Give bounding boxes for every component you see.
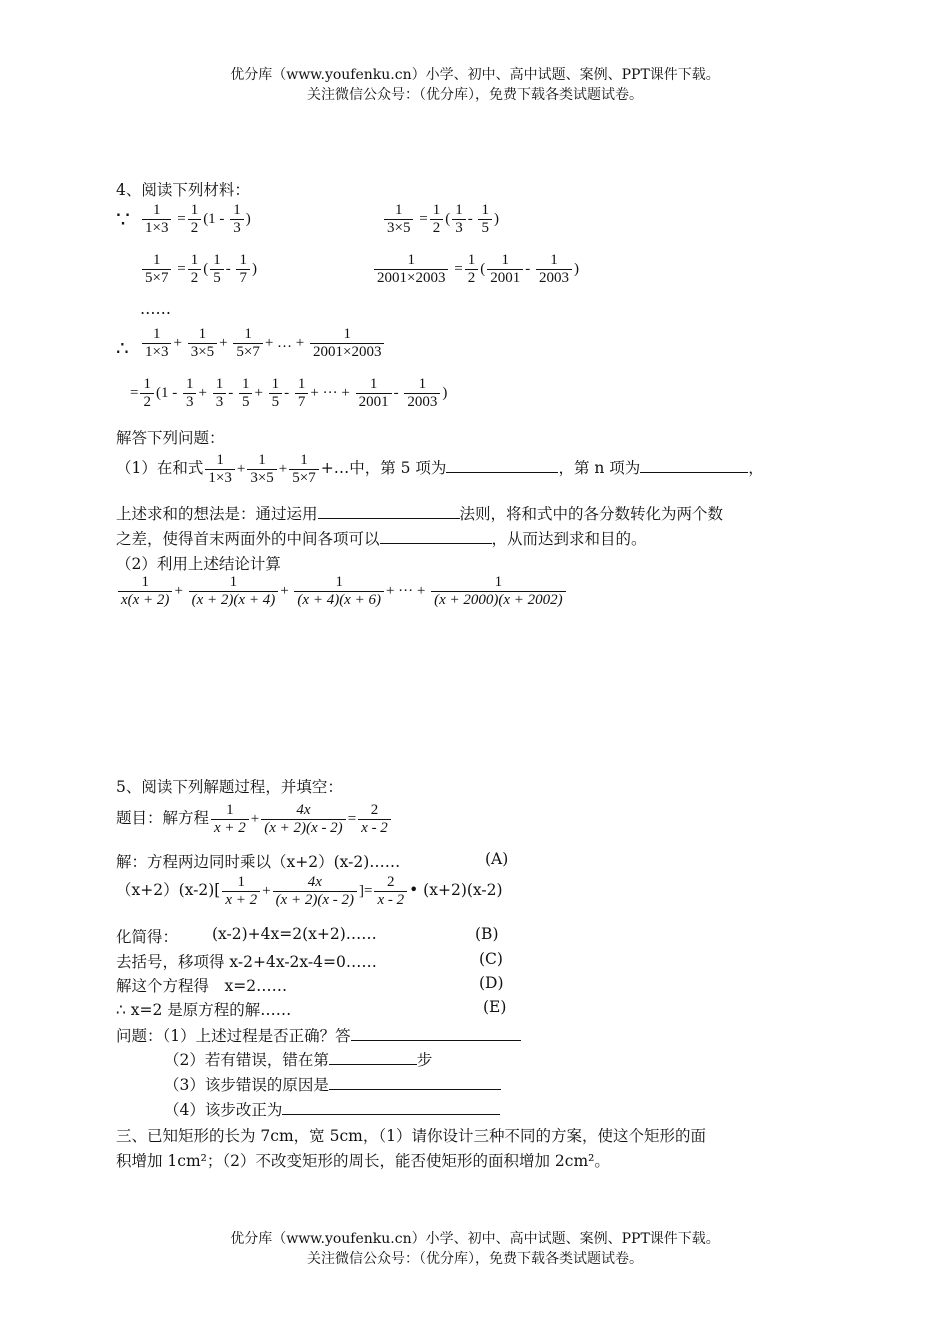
tag-c: (C) [479, 950, 503, 968]
question-1: 问题：（1）上述过程是否正确？答 [116, 1024, 521, 1046]
step-e: ∴ x=2 是原方程的解…… [116, 1001, 292, 1019]
tag-b: (B) [475, 925, 499, 943]
q5-multiplied-equation: （x+2）(x-2)[ $\frac{1}{x + 2}$ + $\frac{4x}{(x + 2)(x - 2)}$ ]= $\frac{2}{x - 2}$ • (x+2)(x-2) [116, 874, 503, 908]
blank-correct[interactable] [351, 1026, 521, 1041]
answer-intro: 解答下列问题： [116, 429, 225, 447]
question-4: （4）该步改正为 [164, 1098, 500, 1120]
blank-rule[interactable] [318, 504, 460, 519]
identity-1: $\frac{1}{1\times 3}$ = $\frac{1}{2}$ (1 - $\frac{1}{3}$ ) [140, 202, 251, 237]
q3-line1: 三、已知矩形的长为 7cm，宽 5cm，（1）请你设计三种不同的方案，使这个矩形的面 [116, 1127, 706, 1145]
tag-a: (A) [485, 850, 509, 868]
page-footer-line2: 关注微信公众号：（优分库），免费下载各类试题试卷。 [307, 1251, 643, 1267]
sum-expression: $\frac{1}{1\times 3}$ + $\frac{1}{3\times 5}$ + $\frac{1}{5\times 7}$ + … + $\frac{1}{2001\times 2003}$ [140, 326, 386, 361]
blank-reason[interactable] [329, 1075, 501, 1090]
page-footer-line1: 优分库（www.youfenku.cn）小学、初中、高中试题、案例、PPT课件下载。 [230, 1231, 720, 1247]
q4-part1-line1: （1）在和式 $\frac{1}{1\times 3}$ + $\frac{1}{3\times 5}$ + $\frac{1}{5\times 7}$ +…中，第 5 项为 ，第 n 项为 ， [116, 452, 764, 486]
q4-part1-line3: 之差，使得首末两面外的中间各项可以 ，从而达到求和目的。 [116, 530, 647, 548]
blank-correction[interactable] [282, 1100, 500, 1115]
q4-part1-line2: 上述求和的想法是：通过运用 法则，将和式中的各分数转化为两个数 [116, 505, 724, 523]
step-b: (x-2)+4x=2(x+2)…… [212, 925, 377, 943]
tag-d: (D) [479, 974, 504, 992]
q3-line2: 积增加 1cm²；（2）不改变矩形的周长，能否使矩形的面积增加 2cm²。 [116, 1152, 610, 1170]
q4-calc-expression: $\frac{1}{x(x + 2)}$ + $\frac{1}{(x + 2)(x + 4)}$ + $\frac{1}{(x + 4)(x + 6)}$ + ··· + $\frac{1}{(x + 2000)(x + 2002)}$ [116, 574, 568, 609]
page-header-line1: 优分库（www.youfenku.cn）小学、初中、高中试题、案例、PPT课件下载。 [230, 67, 720, 83]
q5-title: 5、阅读下列解题过程，并填空： [116, 778, 343, 796]
therefore-symbol: ∴ [116, 336, 129, 360]
step-b-label: 化简得： [116, 928, 179, 946]
blank-nth-term[interactable] [640, 458, 748, 473]
question-3: （3）该步错误的原因是 [164, 1073, 501, 1095]
question-2: （2）若有错误，错在第 步 [164, 1051, 433, 1069]
page-header-line2: 关注微信公众号：（优分库），免费下载各类试题试卷。 [307, 87, 643, 103]
step-d: 解这个方程得 x=2…… [116, 977, 288, 995]
ellipsis: …… [140, 300, 171, 318]
q4-title: 4、阅读下列材料： [116, 181, 250, 199]
identity-2: $\frac{1}{3\times 5}$ = $\frac{1}{2}$ ( $\frac{1}{3}$ - $\frac{1}{5}$ ) [382, 202, 499, 237]
step-c: 去括号，移项得 x-2+4x-2x-4=0…… [116, 953, 377, 971]
sum-expansion: = $\frac{1}{2}$ (1 - $\frac{1}{3}$ + $\frac{1}{3}$ - $\frac{1}{5}$ + $\frac{1}{5}$ - $\frac{1}{7}$ + ··· + $\frac{1}{2001}$ - $\frac{1}{2003}$ ) [130, 376, 448, 410]
identity-3: $\frac{1}{5\times 7}$ = $\frac{1}{2}$ ( $\frac{1}{5}$ - $\frac{1}{7}$ ) [140, 252, 257, 287]
blank-step[interactable] [329, 1050, 417, 1065]
tag-e: (E) [483, 998, 507, 1016]
blank-fifth-term[interactable] [446, 458, 558, 473]
q5-problem: 题目：解方程 $\frac{1}{x + 2}$ + $\frac{4x}{(x + 2)(x - 2)}$ = $\frac{2}{x - 2}$ [116, 802, 393, 837]
q4-part2: （2）利用上述结论计算 [116, 555, 281, 573]
because-symbol: ∵ [116, 208, 130, 233]
blank-cancel[interactable] [380, 529, 492, 544]
identity-4: $\frac{1}{2001\times 2003}$ = $\frac{1}{2}$ ( $\frac{1}{2001}$ - $\frac{1}{2003}$ ) [372, 252, 579, 287]
q5-solve-step: 解：方程两边同时乘以（x+2）(x-2)…… [116, 853, 401, 871]
